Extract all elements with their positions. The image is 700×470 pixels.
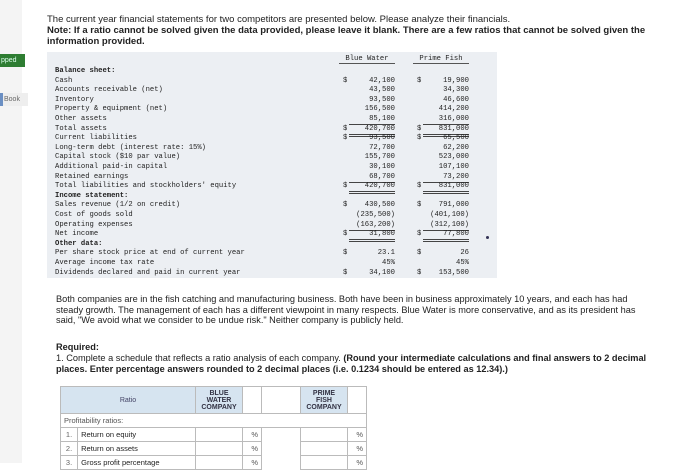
statement-row-label: Total liabilities and stockholders' equity — [55, 182, 237, 191]
statement-row — [55, 211, 495, 220]
prime-fish-value: 831,000 — [423, 125, 469, 137]
statement-row-label: Current liabilities — [55, 134, 137, 143]
statement-row — [55, 96, 495, 105]
blue-water-value: (163,200) — [349, 221, 395, 231]
prime-fish-unit: % — [348, 456, 367, 470]
prime-fish-value: 46,600 — [443, 95, 469, 104]
statement-row — [55, 221, 495, 230]
ratio-col-head: Ratio — [61, 387, 196, 414]
statement-row-label: Capital stock ($10 par value) — [55, 153, 181, 162]
blue-water-currency: $ — [343, 230, 348, 239]
required-heading: Required: — [56, 342, 99, 352]
statement-row-label: Income statement: — [55, 191, 129, 200]
prime-fish-value: (401,100) — [430, 211, 469, 219]
prime-fish-value: 19,900 — [443, 76, 469, 85]
left-sidebar — [0, 0, 22, 463]
statement-row-label: Retained earnings — [55, 172, 129, 181]
blue-water-unit: % — [243, 442, 262, 456]
prime-fish-value: 45% — [456, 259, 469, 267]
prime-fish-value: 831,000 — [423, 182, 469, 194]
prime-fish-value: 791,000 — [438, 201, 469, 210]
blue-water-currency: $ — [343, 201, 348, 210]
ratio-label: Return on assets — [78, 442, 196, 456]
statement-row — [55, 134, 495, 143]
ratio-label: Gross profit percentage — [78, 456, 196, 470]
statement-row — [55, 269, 495, 278]
blue-water-value: 155,700 — [364, 153, 395, 162]
ratio-number: 2. — [61, 442, 78, 456]
skipped-tag[interactable]: pped — [0, 54, 25, 67]
prime-fish-input[interactable] — [301, 428, 348, 442]
statement-row — [55, 173, 495, 182]
statement-row — [55, 67, 495, 76]
statement-row-label: Balance sheet: — [55, 67, 116, 75]
statement-row-label: Other assets — [55, 115, 107, 123]
required-section — [56, 342, 656, 375]
ratio-number: 1. — [61, 428, 78, 442]
statement-row — [55, 105, 495, 114]
statement-row-label: Inventory — [55, 95, 94, 104]
blue-water-value: 420,700 — [349, 182, 395, 194]
company-description: Both companies are in the fish catching and manufacturing business. Both have been in business approximately 10 years, and each has had steady growth. The management of each has a different viewpoint in many respects. Blue Water is more conservative, and as its president has said, "We avoid what we consider to be undue risk." Neither company is publicly held. — [56, 294, 636, 325]
statement-row-label: Operating expenses — [55, 220, 133, 229]
prime-fish-value: 107,100 — [438, 163, 469, 171]
prime-fish-currency: $ — [417, 124, 422, 133]
blue-water-currency: $ — [343, 268, 348, 277]
statement-row-label: Cash — [55, 76, 73, 85]
ratio-label: Return on equity — [78, 428, 196, 442]
prime-fish-input[interactable] — [301, 442, 348, 456]
book-tag[interactable]: Book — [0, 93, 28, 106]
blue-water-value: 68,700 — [349, 173, 395, 183]
statement-row — [55, 144, 495, 153]
prime-fish-col-head: PRIME FISH COMPANY — [301, 387, 348, 414]
col-head-blue-water: Blue Water — [339, 55, 395, 64]
statement-row — [55, 115, 495, 124]
blue-water-currency: $ — [343, 249, 348, 258]
statement-row-label: Additional paid-in capital — [55, 163, 168, 171]
required-item: 1. Complete a schedule that reflects a ratio analysis of each company. — [56, 353, 341, 363]
prime-fish-value: 77,800 — [423, 230, 469, 242]
intro-text — [47, 14, 687, 47]
statement-row — [55, 153, 495, 162]
blue-water-value: 42,100 — [369, 76, 395, 85]
prime-fish-unit: % — [348, 428, 367, 442]
statement-row — [55, 249, 495, 258]
prime-fish-value: (312,100) — [423, 221, 469, 231]
prime-fish-currency: $ — [417, 201, 422, 210]
blue-water-value: 430,500 — [364, 201, 395, 210]
statement-row-label: Other data: — [55, 239, 103, 248]
statement-row — [55, 192, 495, 201]
blue-water-value: 93,500 — [369, 95, 395, 104]
blue-water-value: 93,500 — [369, 134, 395, 143]
blue-water-value: 420,700 — [349, 125, 395, 137]
col-head-prime-fish: Prime Fish — [413, 55, 469, 64]
ratio-table — [60, 386, 367, 470]
prime-fish-currency: $ — [417, 249, 422, 258]
prime-fish-value: 73,200 — [423, 173, 469, 183]
prime-fish-value: 65,500 — [443, 134, 469, 143]
bullet-dot — [486, 236, 489, 239]
statement-row — [55, 240, 495, 249]
intro-note: Note: If a ratio cannot be solved given the data provided, please leave it blank. There are a few ratios that cannot be solved given the information provided. — [47, 25, 646, 47]
financial-statements-panel — [47, 52, 497, 278]
statement-row-label: Total assets — [55, 124, 107, 133]
prime-fish-value: 153,500 — [438, 268, 469, 277]
statement-row-label: Per share stock price at end of current year — [55, 249, 245, 258]
blue-water-currency: $ — [343, 182, 348, 191]
prime-fish-value: 316,000 — [423, 115, 469, 125]
statement-row — [55, 125, 495, 134]
statement-row — [55, 163, 495, 172]
statement-row-label: Net income — [55, 230, 99, 239]
blue-water-col-head: BLUE WATER COMPANY — [196, 387, 243, 414]
ratio-row — [61, 442, 367, 456]
blue-water-input[interactable] — [196, 428, 243, 442]
statement-row — [55, 259, 495, 268]
prime-fish-currency: $ — [417, 182, 422, 191]
prime-fish-unit: % — [348, 442, 367, 456]
blue-water-currency: $ — [343, 124, 348, 133]
prime-fish-value: 26 — [460, 249, 469, 258]
blue-water-value: 43,500 — [369, 86, 395, 95]
prime-fish-value: 523,000 — [438, 153, 469, 162]
statement-row-label: Cost of goods sold — [55, 211, 133, 219]
ratio-number: 3. — [61, 456, 78, 470]
statement-row-label: Average income tax rate — [55, 259, 155, 267]
blue-water-currency: $ — [343, 134, 348, 143]
blue-water-value: 34,100 — [369, 268, 395, 277]
statement-row — [55, 230, 495, 239]
prime-fish-currency: $ — [417, 76, 422, 85]
intro-line: The current year financial statements for two competitors are presented below. Please analyze their financials. — [47, 14, 511, 25]
statement-row — [55, 182, 495, 191]
blue-water-value: 30,100 — [369, 163, 395, 171]
prime-fish-currency: $ — [417, 268, 422, 277]
prime-fish-currency: $ — [417, 134, 422, 143]
statement-row — [55, 86, 495, 95]
statement-row — [55, 201, 495, 210]
statement-row-label: Long-term debt (interest rate: 15%) — [55, 143, 206, 152]
statement-row-label: Dividends declared and paid in current year — [55, 268, 241, 277]
prime-fish-value: 34,300 — [443, 86, 469, 95]
profitability-section-label: Profitability ratios: — [61, 414, 367, 428]
blue-water-value: 23.1 — [377, 249, 395, 258]
ratio-row — [61, 428, 367, 442]
statement-row-label: Accounts receivable (net) — [55, 86, 163, 95]
prime-fish-value: 414,200 — [438, 105, 469, 114]
statement-row-label: Sales revenue (1/2 on credit) — [55, 201, 181, 210]
blue-water-value: 72,700 — [369, 143, 395, 152]
blue-water-value: 31,800 — [349, 230, 395, 242]
required-item-instructions: (Round your intermediate calculations and final answers to 2 decimal places. Enter percentage answers rounded to 2 decimal places (i.e. 0.1234 should be entered as 12.34).) — [56, 353, 647, 374]
blue-water-value: 45% — [382, 259, 395, 267]
blue-water-unit: % — [243, 456, 262, 470]
blue-water-value: (235,500) — [356, 211, 395, 219]
statement-row — [55, 77, 495, 86]
statement-row-label: Property & equipment (net) — [55, 105, 168, 114]
blue-water-unit: % — [243, 428, 262, 442]
blue-water-value: 156,500 — [364, 105, 395, 114]
prime-fish-value: 62,200 — [443, 143, 469, 152]
prime-fish-currency: $ — [417, 230, 422, 239]
blue-water-input[interactable] — [196, 442, 243, 456]
blue-water-value: 85,100 — [349, 115, 395, 125]
blue-water-currency: $ — [343, 76, 348, 85]
